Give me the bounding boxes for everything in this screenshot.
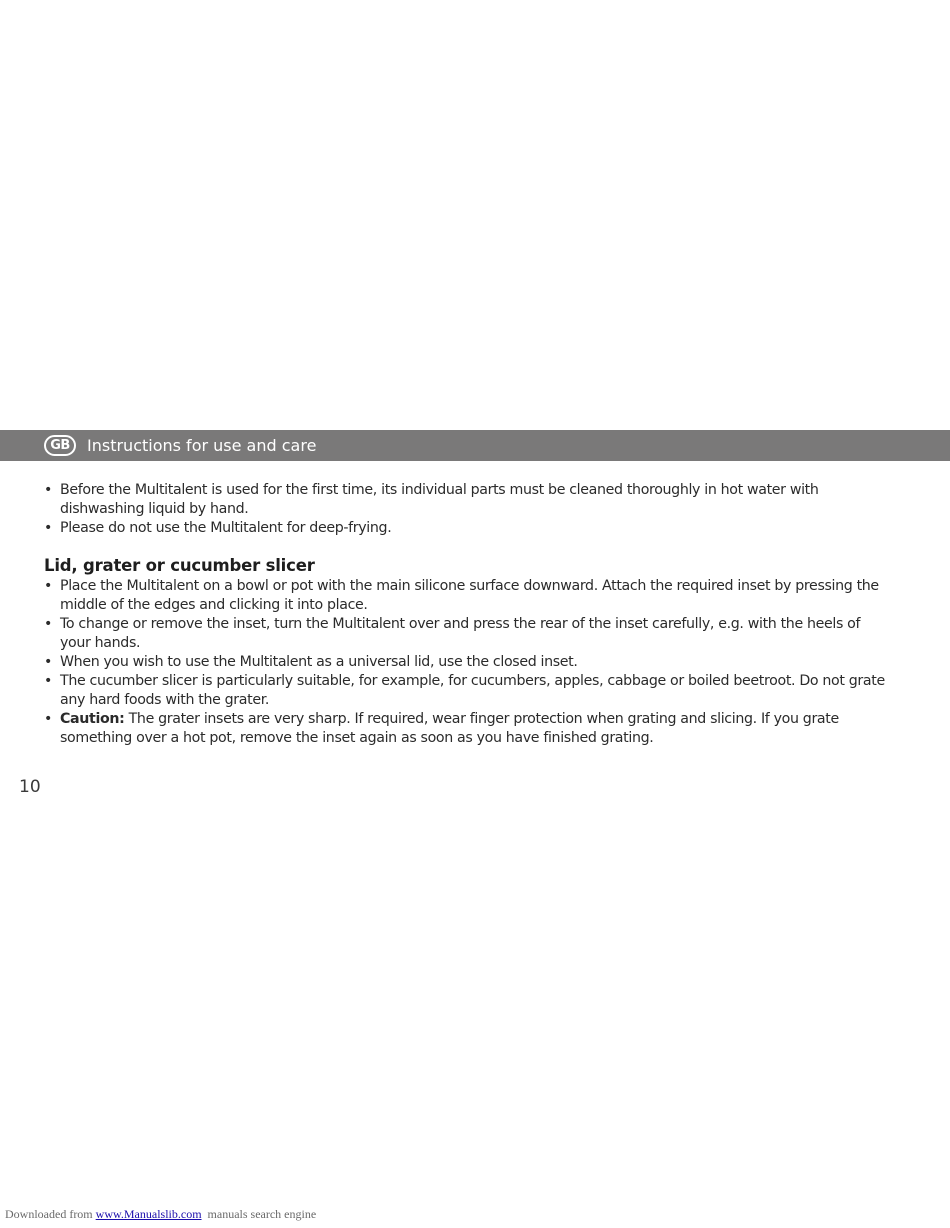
page-content [44, 481, 894, 748]
list-item: • The cucumber slicer is particularly suitable, for example, for cucumbers, apples, cabbage or boiled beetroot. Do not grate any hard foods with the grater. [44, 672, 894, 710]
section-header-bar [0, 430, 950, 461]
list-item: • Place the Multitalent on a bowl or pot with the main silicone surface downward. Attach the required inset by pressing the middle of the edges and clicking it into place. [44, 577, 894, 615]
manualslib-link[interactable]: www.Manualslib.com [95, 1207, 202, 1221]
intro-bullet-list [44, 481, 894, 538]
caution-item [44, 710, 894, 748]
list-item: • To change or remove the inset, turn the Multitalent over and press the rear of the inset carefully, e.g. with the heels of your hands. [44, 615, 894, 653]
footer-suffix: manuals search engine [201, 1207, 317, 1221]
section-heading: Lid, grater or cucumber slicer [44, 556, 315, 575]
section-bullet-list [44, 577, 894, 748]
list-item: • When you wish to use the Multitalent as a universal lid, use the closed inset. [44, 653, 894, 672]
footer-prefix: Downloaded from [5, 1207, 96, 1221]
page-number: 10 [19, 777, 41, 797]
language-badge: GB [44, 435, 76, 456]
list-item: • Please do not use the Multitalent for deep-frying. [44, 519, 894, 538]
caution-label: Caution: [60, 711, 125, 727]
download-footer [5, 1207, 316, 1222]
header-title: Instructions for use and care [87, 436, 317, 455]
caution-text: The grater insets are very sharp. If required, wear finger protection when grating and slicing. If you grate something over a hot pot, remove the inset again as soon as you have finished grating. [60, 711, 839, 746]
list-item: • Before the Multitalent is used for the first time, its individual parts must be cleaned thoroughly in hot water with dishwashing liquid by hand. [44, 481, 894, 519]
